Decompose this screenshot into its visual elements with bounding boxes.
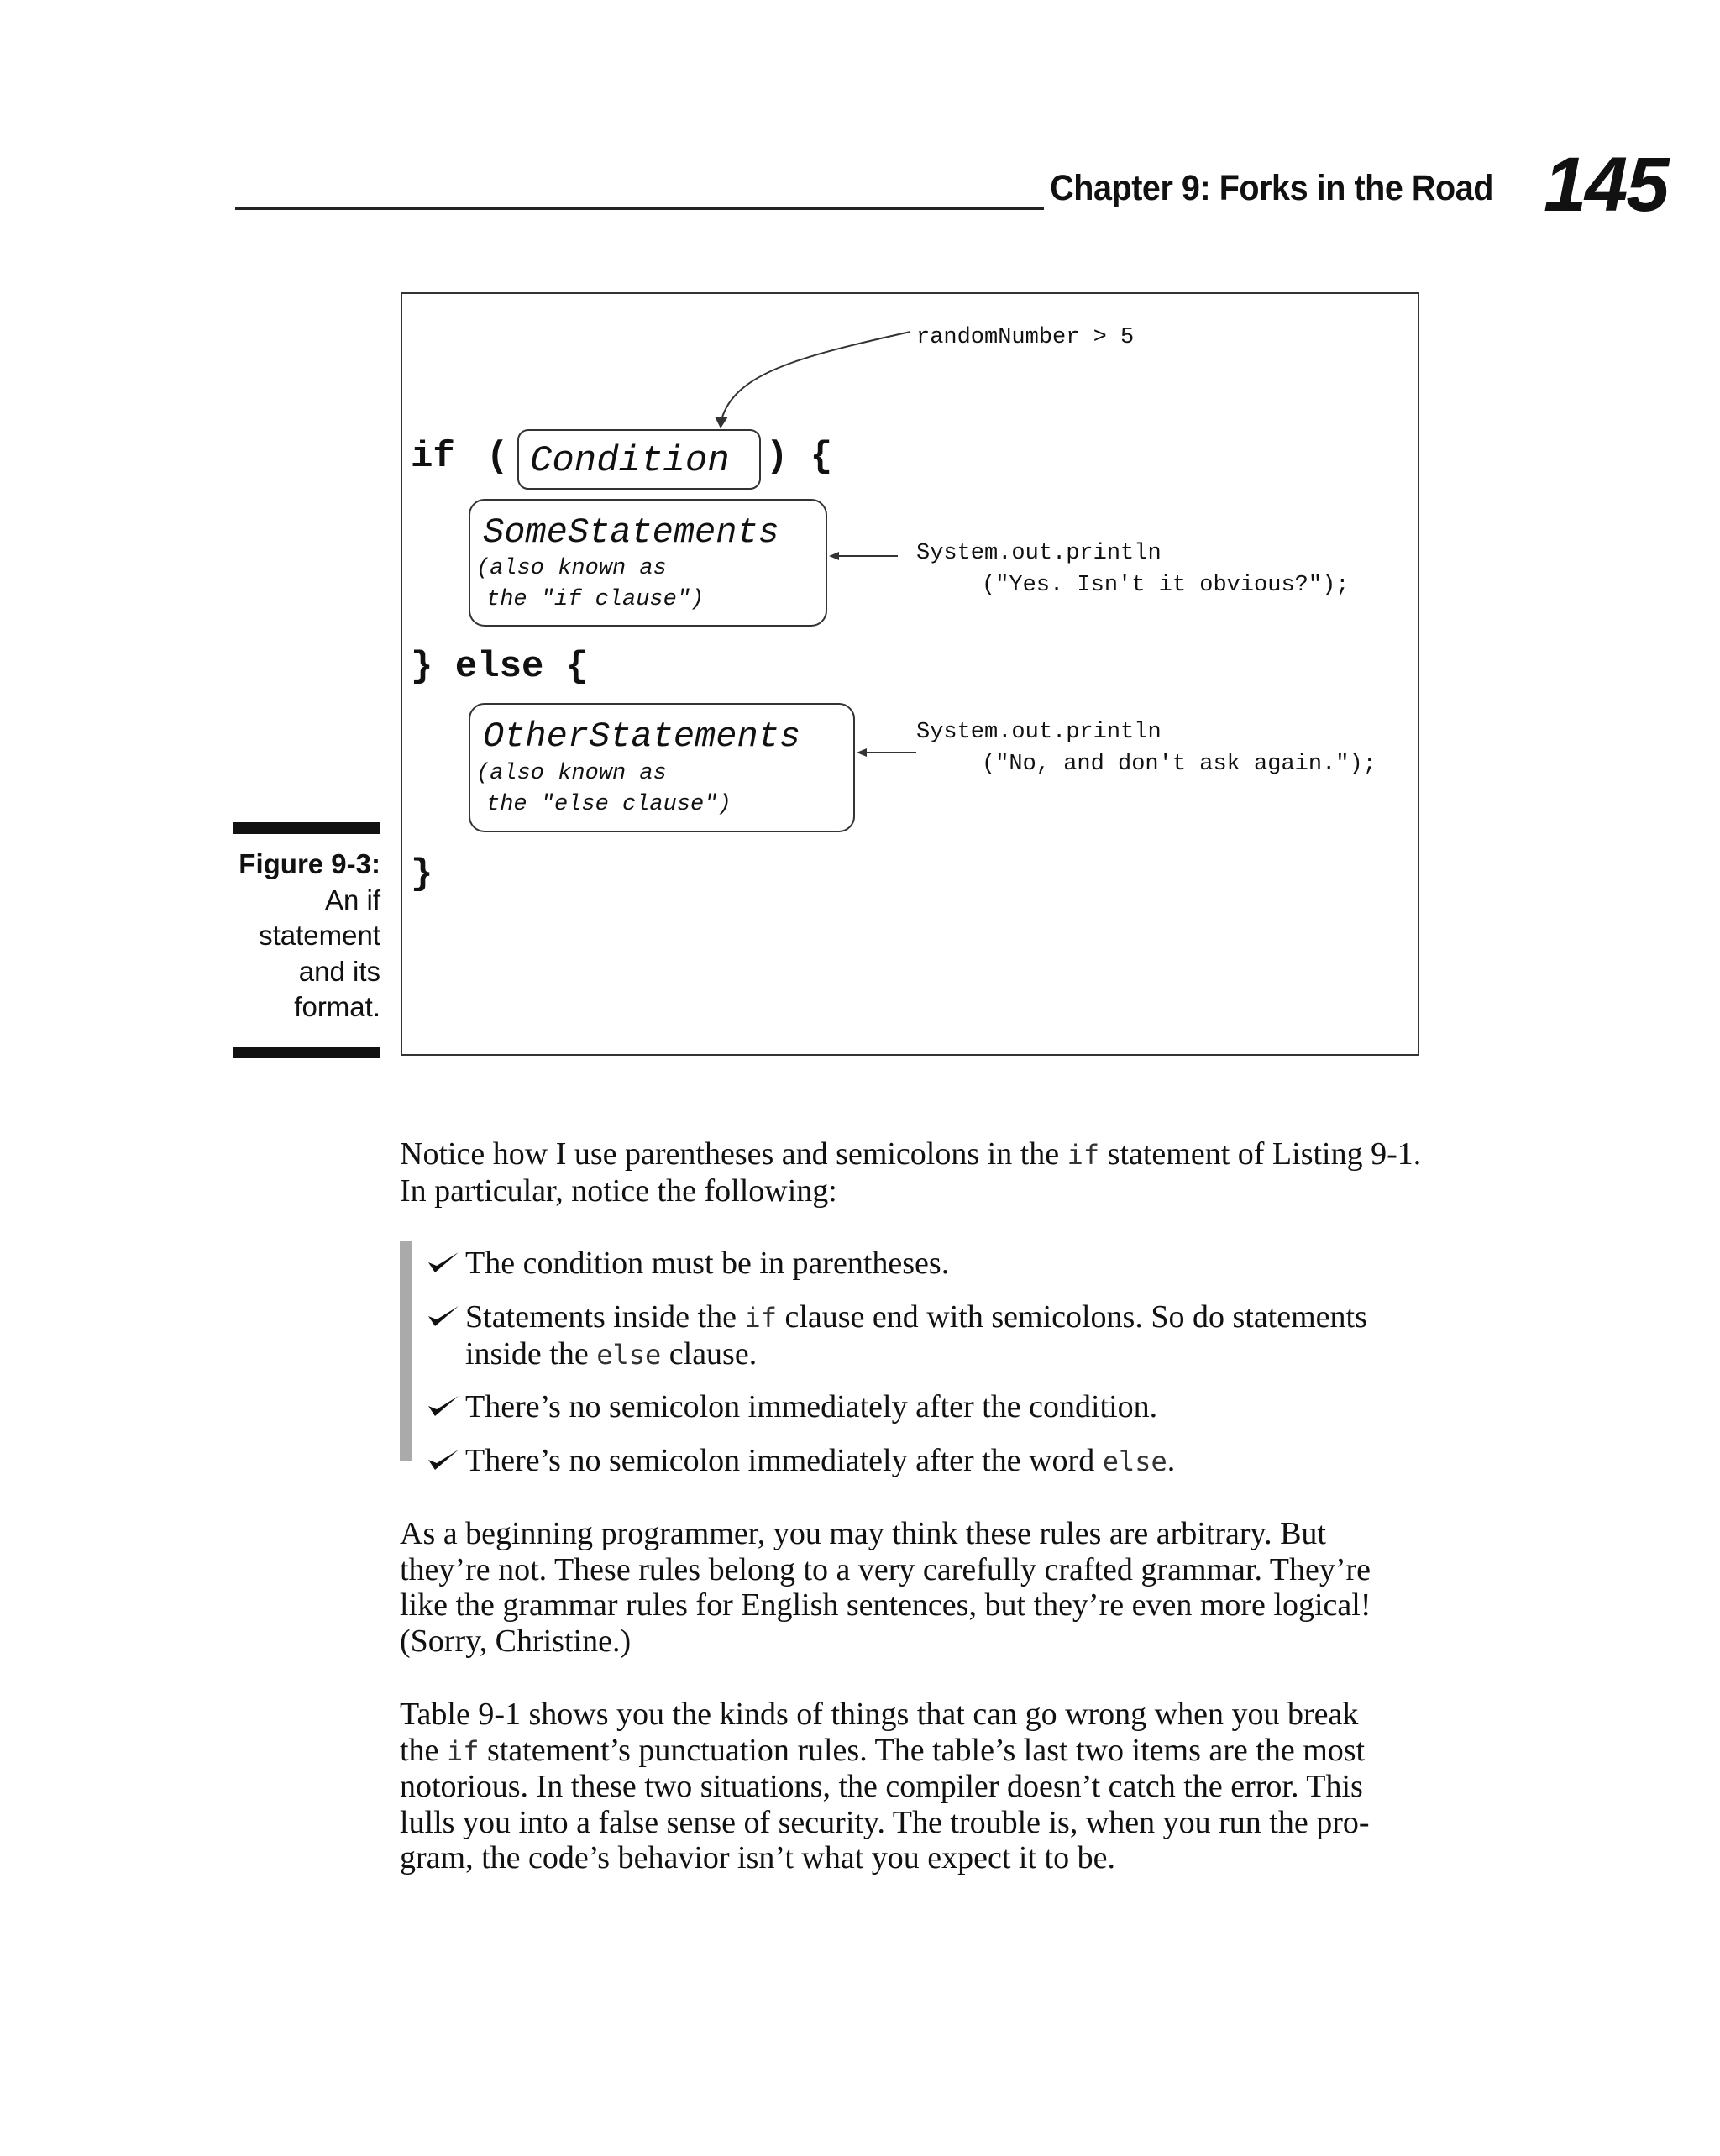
bullet-text: Statements inside the if clause end with semicolons. So do statements inside the else clause. [465, 1299, 1367, 1372]
caption-line: statement [259, 920, 380, 951]
checkmark-icon [427, 1301, 460, 1331]
annotation-else-line-2: ("No, and don't ask again."); [982, 752, 1377, 777]
paragraph-1 [400, 1136, 1492, 1209]
para2-line: (Sorry, Christine.) [400, 1623, 632, 1659]
figure-caption [233, 847, 380, 1026]
inline-code: else [596, 1338, 662, 1371]
close-paren-brace: ) { [766, 436, 833, 478]
bullet-list-bar [400, 1241, 412, 1461]
inline-code: if [446, 1734, 480, 1767]
caption-bar-top [233, 822, 380, 834]
para1-text: In particular, notice the following: [400, 1172, 837, 1209]
figure-diagram [402, 294, 1418, 1054]
caption-line: format. [294, 991, 380, 1022]
para1-text: Notice how I use parentheses and semicolons in the [400, 1136, 1067, 1172]
para3-line: Table 9-1 shows you the kinds of things that can go wrong when you break [400, 1697, 1359, 1732]
caption-line: An if [324, 884, 380, 915]
condition-arrow [721, 332, 910, 420]
if-keyword: if [411, 436, 455, 478]
checkmark-icon [427, 1445, 460, 1475]
checkmark-icon [427, 1391, 460, 1421]
else-note-line-2: the "else clause") [486, 792, 732, 817]
chapter-title: Chapter 9: Forks in the Road [1050, 168, 1493, 208]
open-paren: ( [486, 436, 509, 478]
annotation-condition: randomNumber > 5 [916, 325, 1135, 350]
header-rule [235, 207, 1044, 210]
para3-line: lulls you into a false sense of security. The trouble is, when you run the pro- [400, 1804, 1370, 1840]
para3-line: gram, the code’s behavior isn’t what you expect it to be. [400, 1840, 1115, 1875]
para1-text: statement of Listing 9-1. [1099, 1136, 1422, 1172]
paragraph-3: Table 9-1 shows you the kinds of things that can go wrong when you break the if statement’s punctuation rules. The table’s last two items are the most notorious. In these two situations, the compiler doesn’t catch the error. This lulls you into a false sense of security. The trouble is, when you run the pro- gram, the code’s behavior isn’t what you expect it to be. [400, 1697, 1370, 1875]
figure-label: Figure 9-3: [239, 848, 380, 879]
arrow-head [829, 552, 839, 560]
condition-text: Condition [530, 440, 730, 482]
arrow-head [857, 748, 867, 757]
inline-code: if [744, 1302, 777, 1334]
caption-bar-bottom [233, 1047, 380, 1058]
close-brace: } [411, 853, 433, 895]
if-note-line-2: the "if clause") [486, 587, 705, 612]
paragraph-2 [400, 1516, 1492, 1659]
annotation-else-line-1: System.out.println [916, 720, 1162, 745]
bullet-text: The condition must be in parentheses. [465, 1246, 950, 1281]
some-statements-text: SomeStatements [483, 512, 779, 553]
if-statement-figure [401, 292, 1419, 1056]
inline-code: if [1067, 1139, 1100, 1171]
para2-line: As a beginning programmer, you may think these rules are arbitrary. But [400, 1516, 1326, 1551]
page-number: 145 [1544, 142, 1668, 228]
bullet-text: There’s no semicolon immediately after the condition. [465, 1389, 1158, 1424]
checkmark-icon [427, 1247, 460, 1277]
para2-line: like the grammar rules for English sentences, but they’re even more logical! [400, 1587, 1371, 1623]
para2-line: they’re not. These rules belong to a very carefully crafted grammar. They’re [400, 1551, 1371, 1587]
bullet-text: There’s no semicolon immediately after the word else. [465, 1443, 1176, 1478]
annotation-if-line-1: System.out.println [916, 541, 1162, 566]
list-item [437, 1443, 1487, 1480]
annotation-if-line-2: ("Yes. Isn't it obvious?"); [982, 573, 1350, 598]
arrow-head [715, 417, 728, 428]
else-note-line-1: (also known as [476, 761, 667, 786]
list-item [437, 1389, 1487, 1425]
else-line: } else { [411, 646, 589, 688]
list-item [437, 1299, 1487, 1372]
caption-line: and its [298, 955, 380, 987]
inline-code: else [1102, 1445, 1167, 1477]
other-statements-text: OtherStatements [483, 716, 801, 757]
para3-line: notorious. In these two situations, the compiler doesn’t catch the error. This [400, 1769, 1363, 1804]
if-note-line-1: (also known as [476, 556, 667, 581]
list-item [437, 1246, 1487, 1282]
